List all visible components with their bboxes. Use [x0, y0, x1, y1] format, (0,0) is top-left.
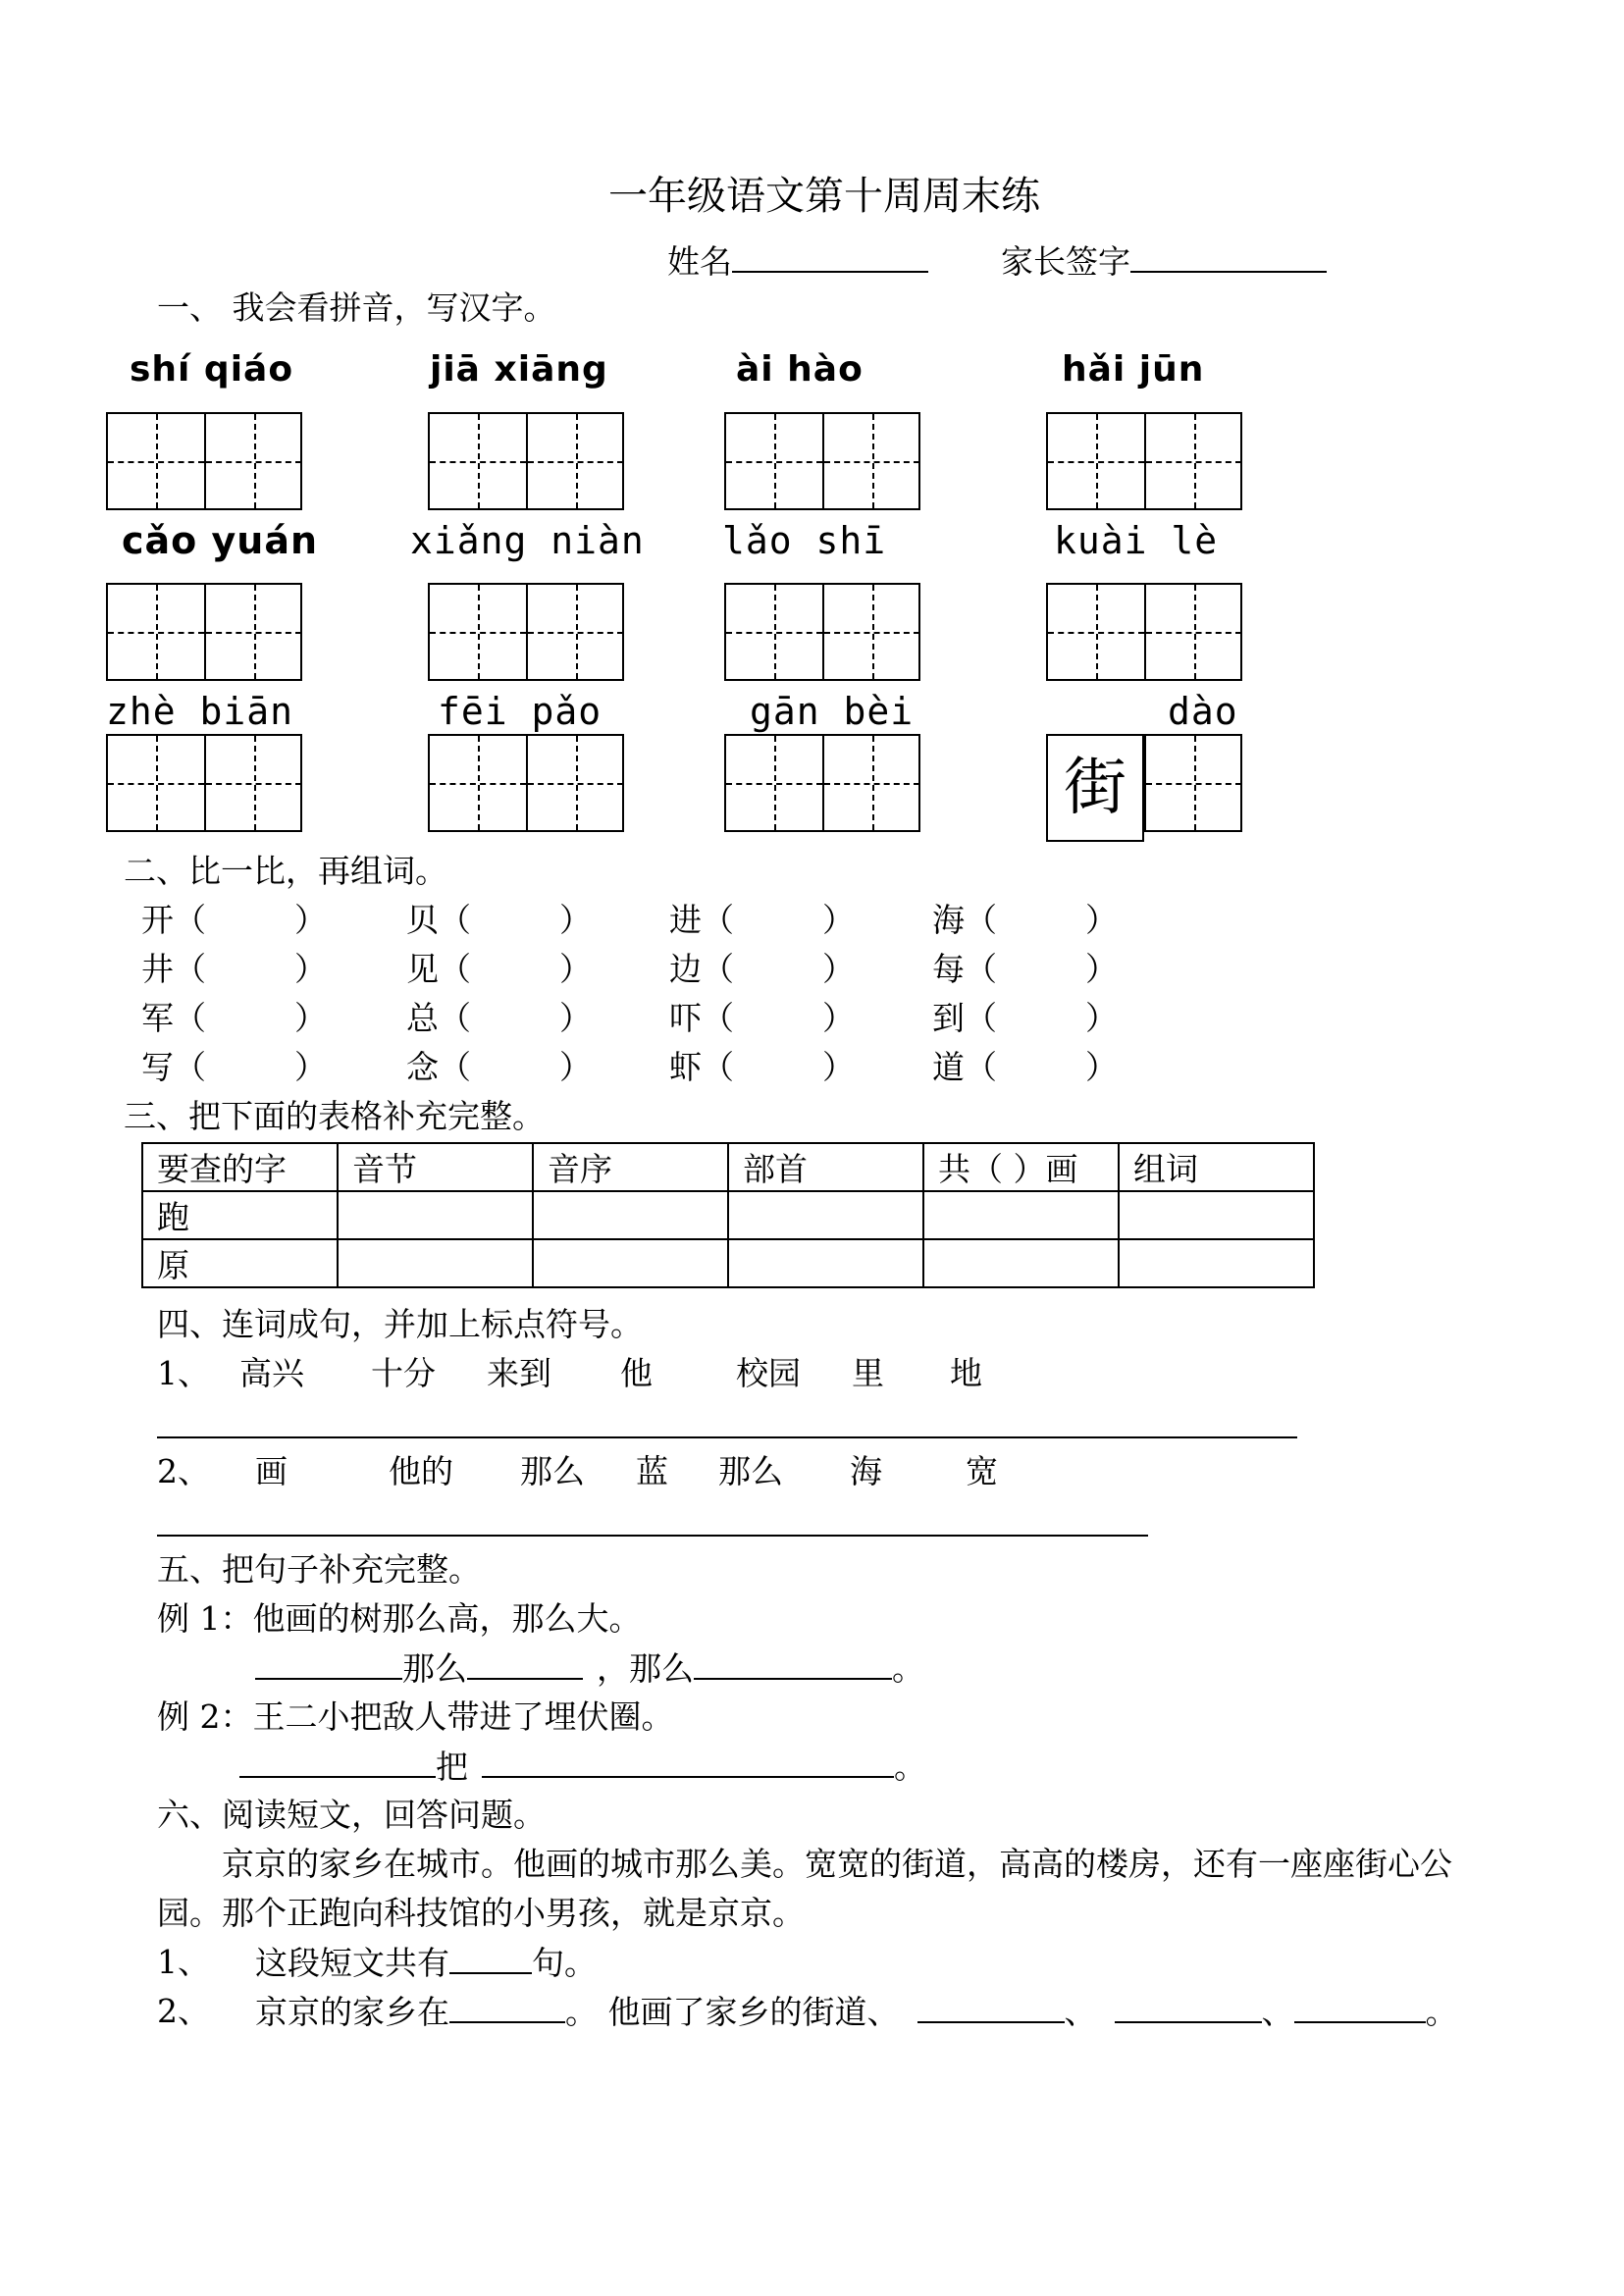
word-chip: 宽 [966, 1452, 998, 1490]
compare-char: 见 [406, 950, 439, 988]
compare-item[interactable]: 到（ ） [932, 999, 1118, 1037]
pinyin-label: dào [1168, 690, 1238, 733]
answer-line[interactable] [157, 1535, 1148, 1537]
table-header-cell: 共（ ）画 [923, 1143, 1119, 1191]
given-character: 街 [1046, 734, 1144, 842]
writing-box[interactable] [106, 412, 302, 510]
fill-blank[interactable] [239, 1747, 436, 1778]
word-chip: 那么 [520, 1452, 585, 1490]
fill-blank[interactable] [1115, 1992, 1262, 2023]
section1-heading: 一、 我会看拼音，写汉字。 [157, 288, 556, 327]
compare-char: 虾 [669, 1048, 702, 1086]
compare-item[interactable]: 吓（ ） [669, 999, 855, 1037]
fill-blank[interactable] [255, 1648, 402, 1680]
pinyin-label: fēi pǎo [438, 690, 602, 733]
compare-char: 道 [932, 1048, 965, 1086]
compare-item[interactable]: 边（ ） [669, 950, 855, 988]
table-blank-cell[interactable] [923, 1191, 1119, 1239]
pinyin-label: jiā xiāng [430, 349, 608, 390]
table-row-char: 原 [142, 1239, 338, 1287]
table-header-cell: 音节 [338, 1143, 533, 1191]
table-blank-cell[interactable] [1119, 1191, 1314, 1239]
word-chip: 他的 [389, 1452, 453, 1490]
table-header-cell: 音序 [533, 1143, 728, 1191]
pinyin-label: cǎo yuán [122, 519, 319, 562]
table-header-cell: 要查的字 [142, 1143, 338, 1191]
table-blank-cell[interactable] [533, 1239, 728, 1287]
writing-box[interactable] [428, 734, 624, 832]
pinyin-label: shí qiáo [130, 349, 294, 390]
word-chip: 来到 [487, 1354, 551, 1392]
pinyin-label: lǎo shī [722, 519, 887, 562]
writing-box[interactable] [1046, 412, 1242, 510]
lookup-table [141, 1142, 1315, 1288]
fill-blank[interactable] [449, 1992, 565, 2023]
compare-item[interactable]: 军（ ） [141, 999, 327, 1037]
compare-item[interactable]: 进（ ） [669, 901, 855, 939]
example-sentence: 例 1：他画的树那么高，那么大。 [157, 1599, 642, 1638]
word-chip: 他 [620, 1354, 653, 1392]
question-number: 1、 [157, 1354, 210, 1392]
table-blank-cell[interactable] [533, 1191, 728, 1239]
table-blank-cell[interactable] [728, 1239, 923, 1287]
table-row-char: 跑 [142, 1191, 338, 1239]
compare-char: 贝 [406, 901, 439, 939]
compare-item[interactable]: 每（ ） [932, 950, 1118, 988]
table-blank-cell[interactable] [728, 1191, 923, 1239]
pinyin-label: kuài lè [1054, 519, 1219, 562]
word-chip: 地 [950, 1354, 982, 1392]
table-row [142, 1191, 1314, 1239]
writing-box[interactable] [428, 412, 624, 510]
compare-char: 边 [669, 950, 702, 988]
writing-box[interactable] [106, 583, 302, 681]
example-sentence: 例 2：王二小把敌人带进了埋伏圈。 [157, 1697, 674, 1736]
fill-sentence[interactable]: 把 。 [239, 1747, 926, 1787]
compare-char: 进 [669, 901, 702, 939]
passage-text: 园。那个正跑向科技馆的小男孩，就是京京。 [157, 1894, 805, 1932]
writing-box[interactable] [724, 412, 920, 510]
fill-blank[interactable] [482, 1747, 894, 1778]
word-chip: 校园 [736, 1354, 801, 1392]
question-number: 2、 [157, 1992, 210, 2030]
compare-item[interactable]: 开（ ） [141, 901, 327, 939]
compare-item[interactable]: 道（ ） [932, 1048, 1118, 1086]
table-header-cell: 部首 [728, 1143, 923, 1191]
compare-item[interactable]: 井（ ） [141, 950, 327, 988]
reading-question[interactable]: 京京的家乡在 。 他画了家乡的街道、 、 、 。 [255, 1993, 1458, 2031]
parent-sign-blank[interactable] [1130, 241, 1327, 273]
pinyin-label: hǎi jūn [1062, 349, 1205, 390]
pinyin-label: gān bèi [750, 690, 915, 733]
question-number: 2、 [157, 1452, 210, 1490]
table-blank-cell[interactable] [338, 1191, 533, 1239]
word-chip: 画 [255, 1452, 288, 1490]
pinyin-label: zhè biān [106, 690, 294, 733]
table-row [142, 1239, 1314, 1287]
fill-sentence[interactable]: 那么 ，那么 。 [255, 1648, 924, 1689]
compare-char: 开 [141, 901, 174, 939]
writing-box[interactable] [1144, 734, 1242, 832]
compare-char: 总 [406, 999, 439, 1037]
parent-sign-field[interactable] [1001, 241, 1327, 282]
fill-blank[interactable] [694, 1648, 892, 1680]
name-label: 姓名 [667, 242, 732, 281]
table-blank-cell[interactable] [338, 1239, 533, 1287]
compare-char: 到 [932, 999, 965, 1037]
compare-item[interactable]: 写（ ） [141, 1048, 327, 1086]
section6-heading: 六、阅读短文，回答问题。 [157, 1796, 546, 1834]
word-chip: 蓝 [636, 1452, 668, 1490]
table-header-row [142, 1143, 1314, 1191]
name-field[interactable] [667, 241, 928, 282]
compare-item[interactable]: 贝（ ） [406, 901, 592, 939]
table-blank-cell[interactable] [1119, 1239, 1314, 1287]
compare-char: 军 [141, 999, 174, 1037]
word-chip: 高兴 [239, 1354, 304, 1392]
word-chip: 里 [852, 1354, 884, 1392]
writing-box[interactable] [724, 734, 920, 832]
compare-char: 海 [932, 901, 965, 939]
compare-char: 每 [932, 950, 965, 988]
word-chip: 海 [850, 1452, 882, 1490]
table-header-cell: 组词 [1119, 1143, 1314, 1191]
compare-char: 井 [141, 950, 174, 988]
parent-sign-label: 家长签字 [1001, 242, 1130, 281]
compare-item[interactable]: 见（ ） [406, 950, 592, 988]
passage-text: 京京的家乡在城市。他画的城市那么美。宽宽的街道，高高的楼房，还有一座座街心公 [222, 1845, 1452, 1883]
compare-item[interactable]: 总（ ） [406, 999, 592, 1037]
fill-blank[interactable] [1294, 1992, 1426, 2023]
answer-line[interactable] [157, 1436, 1297, 1438]
question-number: 1、 [157, 1943, 210, 1981]
section2-heading: 二、比一比，再组词。 [124, 852, 447, 890]
writing-box[interactable] [106, 734, 302, 832]
pinyin-label: xiǎng niàn [410, 519, 645, 562]
word-chip: 十分 [371, 1354, 436, 1392]
fill-blank[interactable] [449, 1943, 532, 1974]
pinyin-label: ài hào [736, 349, 864, 390]
page-title: 一年级语文第十周周末练 [608, 174, 1040, 219]
fill-blank[interactable] [917, 1992, 1065, 2023]
compare-char: 写 [141, 1048, 174, 1086]
word-chip: 那么 [718, 1452, 783, 1490]
reading-question[interactable]: 这段短文共有 句。 [255, 1944, 597, 1982]
compare-item[interactable]: 虾（ ） [669, 1048, 855, 1086]
table-blank-cell[interactable] [923, 1239, 1119, 1287]
writing-box[interactable] [1046, 583, 1242, 681]
compare-item[interactable]: 海（ ） [932, 901, 1118, 939]
writing-box[interactable] [724, 583, 920, 681]
compare-item[interactable]: 念（ ） [406, 1048, 592, 1086]
section4-heading: 四、连词成句，并加上标点符号。 [157, 1305, 643, 1343]
section5-heading: 五、把句子补充完整。 [157, 1550, 481, 1589]
fill-blank[interactable] [467, 1648, 583, 1680]
name-blank[interactable] [732, 241, 928, 273]
compare-char: 念 [406, 1048, 439, 1086]
writing-box[interactable] [428, 583, 624, 681]
section3-heading: 三、把下面的表格补充完整。 [124, 1097, 545, 1135]
compare-char: 吓 [669, 999, 702, 1037]
